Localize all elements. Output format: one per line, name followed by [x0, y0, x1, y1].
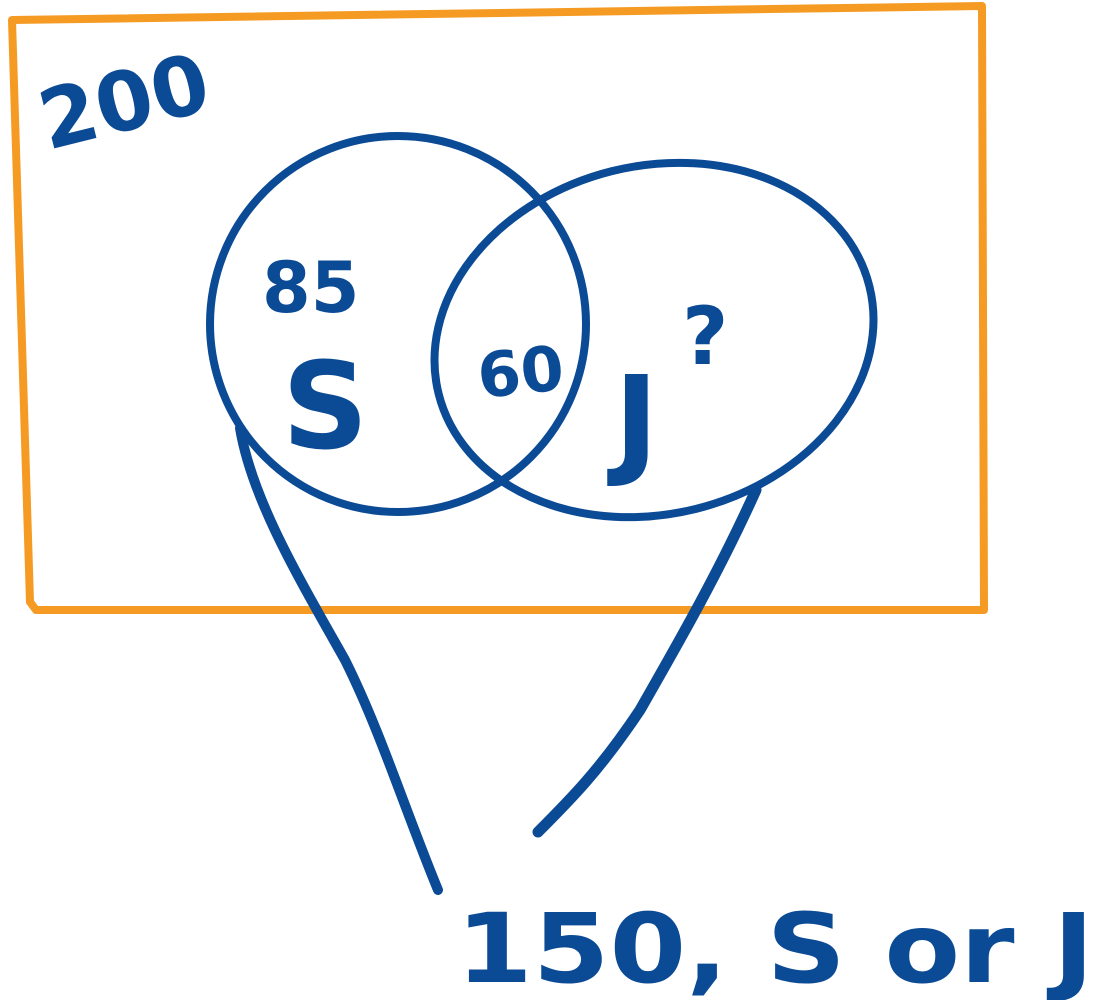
j-only-count-label: ?	[682, 290, 729, 383]
union-pointer-left-line	[240, 428, 438, 890]
set-j-name-label: J	[614, 352, 659, 491]
intersection-count-label: 60	[473, 331, 568, 413]
set-s-name-label: S	[282, 338, 369, 477]
union-pointer-right-line	[538, 490, 756, 832]
union-annotation-label: 150, S or J	[456, 893, 1094, 1000]
universe-total-label: 200	[29, 35, 219, 170]
s-only-count-label: 85	[262, 247, 360, 329]
